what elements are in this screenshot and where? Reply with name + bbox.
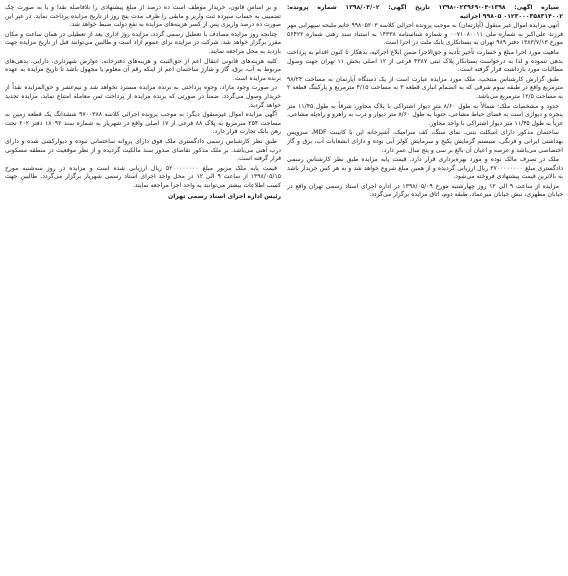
notice-paragraph: چنانچه روز مزایده مصادف با تعطیل رسمی گردد، مزایده روز اداری بعد از تعطیلی در همان ساعت و مکان مقرر برگزار خواهد شد. شرکت در مزایده برای عموم آزاد است و طالبین می‌توانند قبل از تاریخ مزایده جهت بازدید به محل مراجعه نمایند.: [5, 30, 281, 55]
signature-line: رئیس اداره اجرای اسناد رسمی تهران: [168, 193, 281, 201]
notice-paragraph: ملک در تصرف مالک بوده و مورد بهره‌برداری قرار دارد. قیمت پایه مزایده طبق نظر کارشناس رسمی دادگستری مبلغ ۳۷۰۰۰۰۰۰۰۰ ریال ارزیابی گردیده و از همین مبلغ شروع خواهد شد و به هر کس خریدار باشد به بالاترین قیمت پیشنهادی فروخته می‌شود.: [287, 156, 563, 181]
notice-paragraph: ساختمان مذکور دارای اسکلت بتنی، نمای سنگ، کف سرامیک، آشپزخانه اپن با کابینت MDF، سرویس بهداشتی ایرانی و فرنگی، سیستم گرمایش پکیج و سرمایش کولر آبی بوده و دارای انشعابات آب، برق و گاز اختصاصی می‌باشد و عرصه و اعیان آن بالغ بر سی و پنج سال عمر دارد.: [287, 129, 563, 154]
notice-paragraph: در صورت وجود مازاد، وجوه پرداختی به برنده مزایده مسترد نخواهد شد و نیم‌عشر و حق‌المزایده نقداً از خریدار وصول می‌گردد. ضمناً در صورتی که برنده مزایده از پرداخت ثمن معامله امتناع نماید، مزایده تجدید خواهد گردید.: [5, 84, 281, 109]
notice-paragraph: قیمت پایه ملک مزبور مبلغ ۵۲۰۰۰۰۰۰۰۰ ریال ارزیابی شده است و مزایده در روز سه‌شنبه مورخ ۱۳۹۸/۰۵/۱۵ از ساعت ۹ الی ۱۲ در محل واحد اجرای اسناد رسمی شهریار برگزار می‌گردد. طالبین جهت کسب اطلاعات بیشتر می‌توانند به واحد اجرا مراجعه نمایند.: [5, 164, 281, 189]
right-column: [287, 4, 563, 572]
notice-paragraph: مزایده از ساعت ۹ الی ۱۲ روز چهارشنبه مورخ ۱۳۹۸/۰۵/۰۹ در اداره اجرای اسناد رسمی تهران واقع در خیابان مطهری، نبش خیابان میرعماد، طبقه دوم، اتاق مزایده برگزار می‌گردد.: [287, 182, 563, 199]
notice-paragraph: آنهی مزایده اموال غیر منقول (آپارتمان) به موجب پرونده اجرائی کلاسه ۹۹۸۰۵۲۰۳ خانم ملیحه سپهرابی مهر فرزند علی‌اکبر به شماره ملی ۰۰۷۱۰۸۰۰۱۱ و شماره شناسنامه ۱۴۳۳۸ به استناد سند رهنی شماره ۵۶۴۲۲ مورخ ۱۳۸۳/۷/۱۳ دفتر ۹۸۹ تهران به بستانکاری بانک ملت در اجرا است.: [287, 22, 563, 47]
notice-paragraph: آگهی مزایده اموال غیرمنقول دیگر: به موجب پرونده اجرائی کلاسه ۹۷۰۰۳۸۸ ششدانگ یک قطعه زمین به مساحت ۲۵۴ مترمربع به پلاک ۸۸ فرعی از ۱۷ اصلی واقع در شهریار به شماره سند ۱۸۰۹۲ دفتر ۲۰۲ تحت رهن بانک تجارت قرار دارد.: [5, 111, 281, 136]
notice-paragraph: طبق گزارش کارشناس منتخب، ملک مورد مزایده عبارت است از یک دستگاه آپارتمان به مساحت ۹۸/۲۴ مترمربع واقع در طبقه سوم شرقی که به انضمام انباری قطعه ۳ به مساحت ۴/۱۵ مترمربع و پارکینگ قطعه ۲ به مساحت ۱۲/۵ مترمربع می‌باشد.: [287, 75, 563, 100]
notice-paragraph: حدود و مشخصات ملک: شمالاً به طول ۸/۶۰ متر دیوار اشتراکی با پلاک مجاور، شرقاً به طول ۱۱/۴۵ متر پنجره و دیواری است به فضای حیاط مشاعی، جنوباً به طول ۸/۶۰ متر دیوار و درب به راهرو و راه‌پله مشاعی، غرباً به طول ۱۱/۴۵ متر دیوار اشتراکی با واحد مجاور.: [287, 102, 563, 127]
notice-paragraph: طبق نظر کارشناس رسمی دادگستری ملک فوق دارای پروانه ساختمانی نبوده و دیوارکشی شده و دارای درب آهنی می‌باشد. بر ملک مذکور تقاضای صدور سند مالکیت گردیده و از نظر موقعیت در منطقه مسکونی قرار گرفته است.: [5, 137, 281, 163]
notice-paragraph: ماهیت مورد اجرا مبلغ و خسارت تأخیر تأدیه و حق‌الاجرا ضمن ابلاغ اجرائیه، بدهکار تا کنون اقدام به پرداخت بدهی ننموده و لذا به درخواست بستانکار پلاک ثبتی ۴۳۸۷ فرعی از ۱۲ اصلی بخش ۱۱ تهران جهت وصول مطالبات مورد بازداشت قرار گرفته است.: [287, 48, 563, 74]
notice-paragraph: و بر اساس قانون، خریدار موظف است ده درصد از مبلغ پیشنهادی را بلافاصله نقداً و یا به صورت چک تضمینی به حساب سپرده ثبت واریز و مابقی را ظرف مدت پنج روز از تاریخ مزایده پرداخت نماید. در غیر این صورت ده درصد واریزی پس از کسر هزینه‌های مزایده به نفع دولت ضبط خواهد شد.: [5, 4, 281, 29]
left-column: [5, 4, 281, 572]
notice-header: سیاره آگهی: ۱۳۹۸-۰۴-۰۲۳۹۶۹-۱۳۹۸ تاریخ آگهی: ۱۳۹۸/۰۴/۰۲ شماره پرونده: ۰۱۲۳۰۰۰۳۵۸۳۱۴۰۰۲ ۹۹۸۰۵ اجرائیه: [287, 4, 563, 20]
notice-paragraph: کلیه هزینه‌های قانونی انتقال اعم از حق‌الثبت و هزینه‌های دفترخانه، عوارض شهرداری، دارایی، بدهی‌های مربوط به آب، برق، گاز و شارژ ساختمان اعم از اینکه رقم آن معلوم یا مجهول باشد تا تاریخ مزایده به عهده برنده مزایده است.: [5, 57, 281, 82]
